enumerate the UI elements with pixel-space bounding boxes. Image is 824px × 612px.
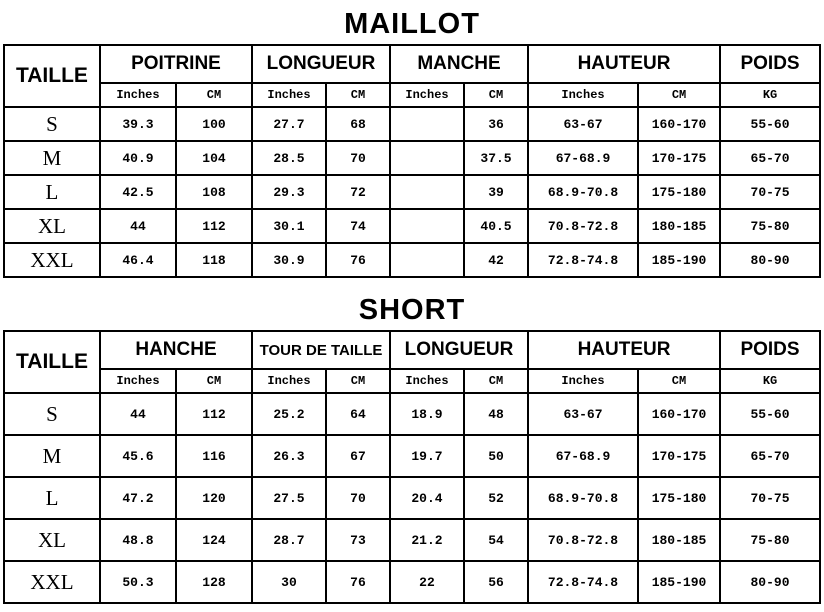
table-row [4, 243, 820, 277]
maillot-cell-1-4 [390, 141, 464, 175]
maillot-cell-0-1: 100 [176, 107, 252, 141]
table-row [4, 209, 820, 243]
short-cell-2-5: 52 [464, 477, 528, 519]
short-cell-4-8: 80-90 [720, 561, 820, 603]
maillot-cell-3-7: 180-185 [638, 209, 720, 243]
maillot-group-hauteur: HAUTEUR [528, 45, 720, 83]
short-cell-4-0: 50.3 [100, 561, 176, 603]
short-unit-8: KG [720, 369, 820, 393]
short-cell-1-2: 26.3 [252, 435, 326, 477]
maillot-cell-2-6: 68.9-70.8 [528, 175, 638, 209]
maillot-cell-2-0: 42.5 [100, 175, 176, 209]
maillot-unit-6: Inches [528, 83, 638, 107]
table-row [4, 175, 820, 209]
table-row [4, 393, 820, 435]
short-cell-1-3: 67 [326, 435, 390, 477]
maillot-group-poitrine: POITRINE [100, 45, 252, 83]
short-cell-3-5: 54 [464, 519, 528, 561]
short-cell-1-1: 116 [176, 435, 252, 477]
maillot-cell-0-3: 68 [326, 107, 390, 141]
maillot-cell-3-0: 44 [100, 209, 176, 243]
maillot-cell-3-5: 40.5 [464, 209, 528, 243]
maillot-cell-4-1: 118 [176, 243, 252, 277]
short-cell-1-7: 170-175 [638, 435, 720, 477]
short-cell-3-7: 180-185 [638, 519, 720, 561]
maillot-title: MAILLOT [344, 8, 480, 40]
maillot-unit-4: Inches [390, 83, 464, 107]
short-cell-2-7: 175-180 [638, 477, 720, 519]
maillot-cell-3-6: 70.8-72.8 [528, 209, 638, 243]
short-cell-3-2: 28.7 [252, 519, 326, 561]
table-row [4, 435, 820, 477]
maillot-cell-3-4 [390, 209, 464, 243]
maillot-group-longueur: LONGUEUR [252, 45, 390, 83]
short-cell-2-2: 27.5 [252, 477, 326, 519]
short-cell-0-1: 112 [176, 393, 252, 435]
short-cell-1-0: 45.6 [100, 435, 176, 477]
short-cell-4-4: 22 [390, 561, 464, 603]
short-taille-header: TAILLE [4, 331, 100, 393]
maillot-size-2: L [4, 175, 100, 209]
maillot-group-header-row [4, 45, 820, 83]
short-cell-0-6: 63-67 [528, 393, 638, 435]
maillot-cell-1-8: 65-70 [720, 141, 820, 175]
short-unit-4: Inches [390, 369, 464, 393]
maillot-size-0: S [4, 107, 100, 141]
short-cell-4-3: 76 [326, 561, 390, 603]
maillot-cell-3-8: 75-80 [720, 209, 820, 243]
maillot-cell-2-8: 70-75 [720, 175, 820, 209]
maillot-cell-1-5: 37.5 [464, 141, 528, 175]
short-cell-1-4: 19.7 [390, 435, 464, 477]
maillot-cell-4-2: 30.9 [252, 243, 326, 277]
maillot-cell-1-6: 67-68.9 [528, 141, 638, 175]
short-cell-4-2: 30 [252, 561, 326, 603]
short-group-header-row [4, 331, 820, 369]
maillot-cell-4-8: 80-90 [720, 243, 820, 277]
maillot-cell-1-1: 104 [176, 141, 252, 175]
maillot-unit-1: CM [176, 83, 252, 107]
short-cell-1-6: 67-68.9 [528, 435, 638, 477]
maillot-cell-4-7: 185-190 [638, 243, 720, 277]
short-unit-2: Inches [252, 369, 326, 393]
short-group-longueur: LONGUEUR [390, 331, 528, 369]
short-group-poids: POIDS [720, 331, 820, 369]
short-cell-3-3: 73 [326, 519, 390, 561]
maillot-unit-3: CM [326, 83, 390, 107]
short-cell-1-5: 50 [464, 435, 528, 477]
short-size-4: XXL [4, 561, 100, 603]
maillot-size-4: XXL [4, 243, 100, 277]
maillot-cell-4-3: 76 [326, 243, 390, 277]
maillot-taille-header: TAILLE [4, 45, 100, 107]
maillot-cell-2-7: 175-180 [638, 175, 720, 209]
short-cell-2-3: 70 [326, 477, 390, 519]
short-unit-3: CM [326, 369, 390, 393]
short-cell-4-5: 56 [464, 561, 528, 603]
short-unit-1: CM [176, 369, 252, 393]
maillot-cell-0-5: 36 [464, 107, 528, 141]
maillot-unit-8: KG [720, 83, 820, 107]
maillot-cell-1-7: 170-175 [638, 141, 720, 175]
maillot-cell-2-2: 29.3 [252, 175, 326, 209]
short-cell-0-4: 18.9 [390, 393, 464, 435]
short-title: SHORT [358, 294, 466, 326]
table-row [4, 477, 820, 519]
maillot-size-table [3, 44, 821, 278]
maillot-cell-0-4 [390, 107, 464, 141]
short-cell-2-0: 47.2 [100, 477, 176, 519]
maillot-unit-0: Inches [100, 83, 176, 107]
maillot-cell-2-3: 72 [326, 175, 390, 209]
short-unit-5: CM [464, 369, 528, 393]
short-cell-3-1: 124 [176, 519, 252, 561]
maillot-unit-2: Inches [252, 83, 326, 107]
maillot-cell-0-2: 27.7 [252, 107, 326, 141]
maillot-cell-3-1: 112 [176, 209, 252, 243]
table-row [4, 107, 820, 141]
maillot-cell-4-0: 46.4 [100, 243, 176, 277]
short-cell-2-4: 20.4 [390, 477, 464, 519]
short-cell-4-7: 185-190 [638, 561, 720, 603]
short-cell-3-0: 48.8 [100, 519, 176, 561]
maillot-unit-row [4, 83, 820, 107]
maillot-cell-3-3: 74 [326, 209, 390, 243]
short-cell-0-8: 55-60 [720, 393, 820, 435]
short-size-table [3, 330, 821, 604]
short-cell-3-4: 21.2 [390, 519, 464, 561]
short-cell-3-6: 70.8-72.8 [528, 519, 638, 561]
short-size-3: XL [4, 519, 100, 561]
short-size-1: M [4, 435, 100, 477]
short-size-2: L [4, 477, 100, 519]
maillot-cell-2-5: 39 [464, 175, 528, 209]
short-size-0: S [4, 393, 100, 435]
maillot-cell-2-4 [390, 175, 464, 209]
short-cell-0-0: 44 [100, 393, 176, 435]
short-unit-6: Inches [528, 369, 638, 393]
maillot-cell-4-6: 72.8-74.8 [528, 243, 638, 277]
table-row [4, 141, 820, 175]
maillot-cell-1-0: 40.9 [100, 141, 176, 175]
maillot-cell-4-4 [390, 243, 464, 277]
short-cell-0-2: 25.2 [252, 393, 326, 435]
short-cell-1-8: 65-70 [720, 435, 820, 477]
short-group-hauteur: HAUTEUR [528, 331, 720, 369]
maillot-size-1: M [4, 141, 100, 175]
maillot-cell-1-2: 28.5 [252, 141, 326, 175]
maillot-cell-1-3: 70 [326, 141, 390, 175]
maillot-unit-5: CM [464, 83, 528, 107]
short-cell-2-8: 70-75 [720, 477, 820, 519]
table-row [4, 561, 820, 603]
maillot-size-3: XL [4, 209, 100, 243]
short-cell-2-6: 68.9-70.8 [528, 477, 638, 519]
maillot-unit-7: CM [638, 83, 720, 107]
table-row [4, 519, 820, 561]
short-cell-3-8: 75-80 [720, 519, 820, 561]
short-unit-0: Inches [100, 369, 176, 393]
maillot-group-manche: MANCHE [390, 45, 528, 83]
short-cell-2-1: 120 [176, 477, 252, 519]
maillot-cell-3-2: 30.1 [252, 209, 326, 243]
maillot-cell-4-5: 42 [464, 243, 528, 277]
short-unit-row [4, 369, 820, 393]
maillot-cell-2-1: 108 [176, 175, 252, 209]
maillot-cell-0-0: 39.3 [100, 107, 176, 141]
section-divider [0, 278, 824, 288]
maillot-cell-0-6: 63-67 [528, 107, 638, 141]
short-group-tour-de-taille: TOUR DE TAILLE [252, 331, 390, 369]
maillot-group-poids: POIDS [720, 45, 820, 83]
short-cell-4-6: 72.8-74.8 [528, 561, 638, 603]
maillot-cell-0-7: 160-170 [638, 107, 720, 141]
short-cell-4-1: 128 [176, 561, 252, 603]
short-cell-0-3: 64 [326, 393, 390, 435]
short-unit-7: CM [638, 369, 720, 393]
short-group-hanche: HANCHE [100, 331, 252, 369]
short-cell-0-7: 160-170 [638, 393, 720, 435]
short-cell-0-5: 48 [464, 393, 528, 435]
maillot-cell-0-8: 55-60 [720, 107, 820, 141]
